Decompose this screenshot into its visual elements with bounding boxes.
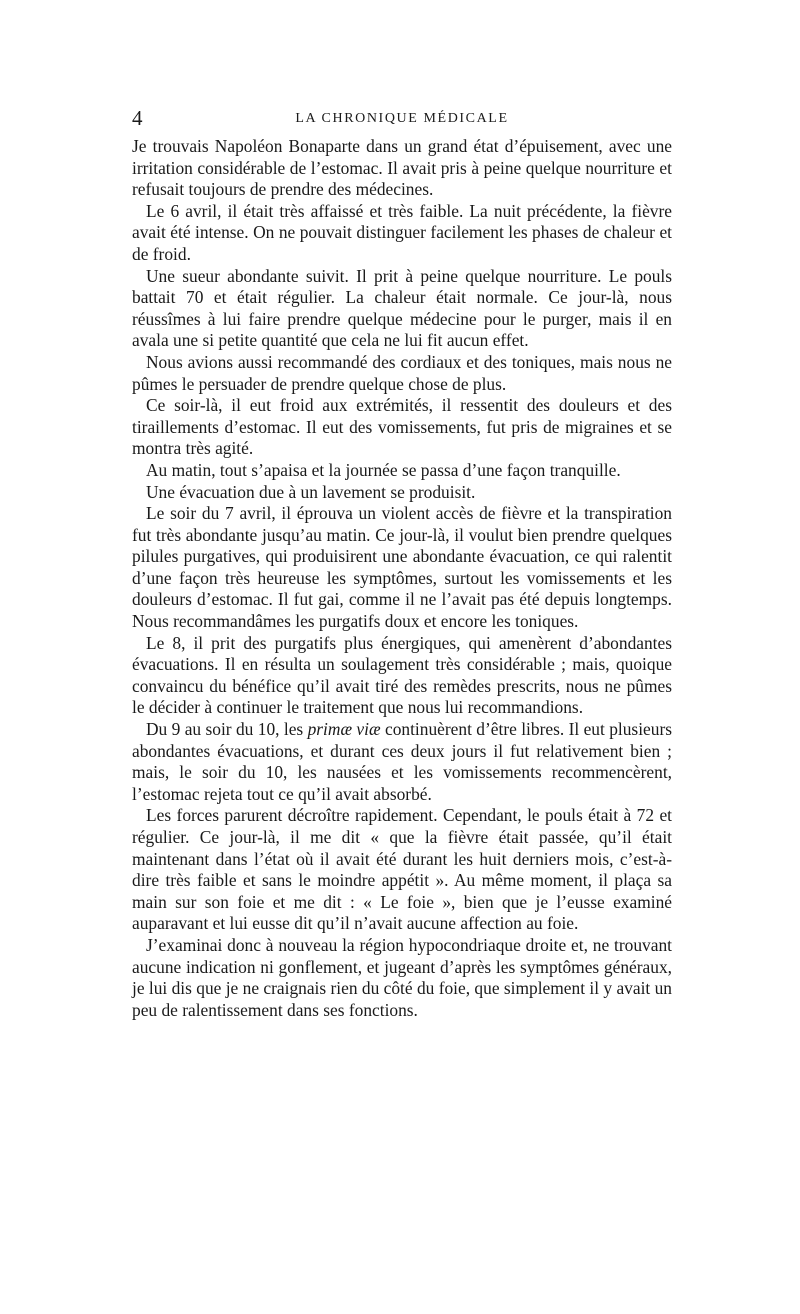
latin-phrase: primæ viæ [307,719,381,740]
paragraph: Je trouvais Napoléon Bonaparte dans un grand état d’épuisement, avec une irritation considérable de l’estomac. Il avait pris à peine quelque nourriture et refusait toujours de prendre des médecines. [132,136,672,200]
paragraph: Le 8, il prit des purgatifs plus énergiques, qui amenèrent d’abondantes évacuations. Il en résulta un soulagement très considérable ; mais, quoique convaincu du bénéfice qu’il avait tiré des remèdes prescrits, nous ne pûmes le décider à continuer le traitement que nous lui recommandions. [132,632,672,718]
running-title: LA CHRONIQUE MÉDICALE [295,111,509,126]
paragraph: J’examinai donc à nouveau la région hypocondriaque droite et, ne trouvant aucune indication ni gonflement, et jugeant d’après les symptômes généraux, je lui dis que je ne craignais rien du côté du foie, que simplement il y avait un peu de ralentissement dans ses fonctions. [132,934,672,1020]
document-page [132,106,672,1021]
paragraph: Une sueur abondante suivit. Il prit à peine quelque nourriture. Le pouls battait 70 et était régulier. La chaleur était normale. Ce jour-là, nous réussîmes à lui faire prendre quelque médecine pour le purger, mais il en avala une si petite quantité que cela ne lui fit aucun effet. [132,265,672,351]
paragraph: Ce soir-là, il eut froid aux extrémités, il ressentit des douleurs et des tiraillements d’estomac. Il eut des vomissements, fut pris de migraines et se montra très agité. [132,395,672,459]
paragraph: Une évacuation due à un lavement se produisit. [146,481,476,502]
paragraph: Au matin, tout s’apaisa et la journée se passa d’une façon tranquille. [146,459,621,480]
running-head [132,106,672,132]
paragraph-text: Du 9 au soir du 10, les [146,719,308,740]
paragraph: Le 6 avril, il était très affaissé et très faible. La nuit précédente, la fièvre avait été intense. On ne pouvait distinguer facilement les phases de chaleur et de froid. [132,200,672,264]
body-text [132,136,672,1021]
paragraph-text: continuèrent d’être libres. Il eut plusieurs abondantes évacuations, et durant ces deux jours il fut relativement bien ; mais, le soir du 10, les nausées et les vomissements recommencèrent, l’estomac rejeta tout ce qu’il avait absorbé. [132,719,673,804]
page-number: 4 [132,106,143,130]
paragraph: Nous avions aussi recommandé des cordiaux et des toniques, mais nous ne pûmes le persuader de prendre quelque chose de plus. [132,351,672,394]
paragraph [132,719,672,805]
paragraph: Les forces parurent décroître rapidement. Cependant, le pouls était à 72 et régulier. Ce jour-là, il me dit « que la fièvre était passée, qu’il était maintenant dans l’état où il avait été durant les huit derniers mois, c’est-à-dire très faible et sans le moindre appétit ». Au même moment, il plaça sa main sur son foie et me dit : « Le foie », bien que je l’eusse examiné auparavant et lui eusse dit qu’il n’avait aucune affection au foie. [132,805,672,934]
paragraph: Le soir du 7 avril, il éprouva un violent accès de fièvre et la transpiration fut très abondante jusqu’au matin. Ce jour-là, il voulut bien prendre quelques pilules purgatives, qui produisirent une abondante évacuation, ce qui ralentit d’une façon très heureuse les symptômes, surtout les vomissements et les douleurs d’estomac. Il fut gai, comme il ne l’avait pas été depuis longtemps. Nous recommandâmes les purgatifs doux et encore les toniques. [132,503,672,632]
